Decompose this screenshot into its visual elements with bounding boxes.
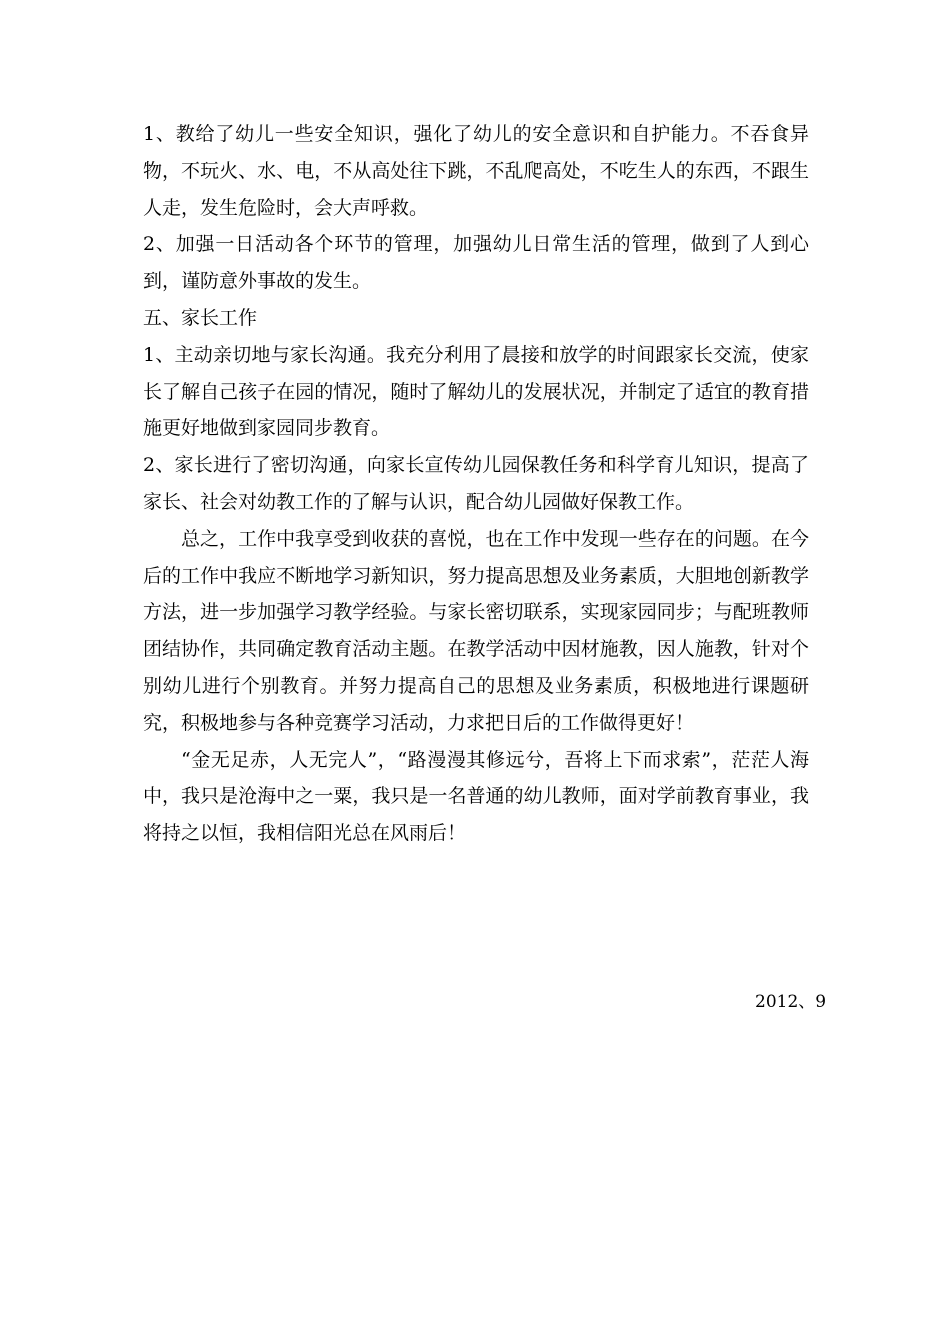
paragraph-parent-communication: 1、主动亲切地与家长沟通。我充分利用了晨接和放学的时间跟家长交流，使家长了解自己孩子在园的情况，随时了解幼儿的发展状况，并制定了适宜的教育措施更好地做到家园同步教育。	[143, 343, 809, 440]
paragraph-closing: “金无足赤，人无完人”，“路漫漫其修远兮，吾将上下而求索”，茫茫人海中，我只是沧海中之一粟，我只是一名普通的幼儿教师，面对学前教育事业，我将持之以恒，我相信阳光总在风雨后！	[143, 748, 809, 845]
paragraph-summary: 总之，工作中我享受到收获的喜悦，也在工作中发现一些存在的问题。在今后的工作中我应不断地学习新知识，努力提高思想及业务素质，大胆地创新教学方法，进一步加强学习教学经验。与家长密切联系，实现家园同步；与配班教师团结协作，共同确定教育活动主题。在教学活动中因材施教，因人施教，针对个别幼儿进行个别教育。并努力提高自己的思想及业务素质，积极地进行课题研究，积极地参与各种竞赛学习活动，力求把日后的工作做得更好！	[143, 527, 809, 734]
document-body	[143, 116, 809, 852]
paragraph-parent-education: 2、家长进行了密切沟通，向家长宣传幼儿园保教任务和科学育儿知识，提高了家长、社会对幼教工作的了解与认识，配合幼儿园做好保教工作。	[143, 454, 809, 513]
section-heading-parent-work: 五、家长工作	[143, 306, 258, 329]
paragraph-daily-management: 2、加强一日活动各个环节的管理，加强幼儿日常生活的管理，做到了人到心到，谨防意外事故的发生。	[143, 233, 809, 293]
document-date: 2012、9	[755, 992, 827, 1012]
paragraph-safety-knowledge: 1、教给了幼儿一些安全知识，强化了幼儿的安全意识和自护能力。不吞食异物，不玩火、水、电，不从高处往下跳，不乱爬高处，不吃生人的东西，不跟生人走，发生危险时，会大声呼救。	[143, 123, 809, 219]
